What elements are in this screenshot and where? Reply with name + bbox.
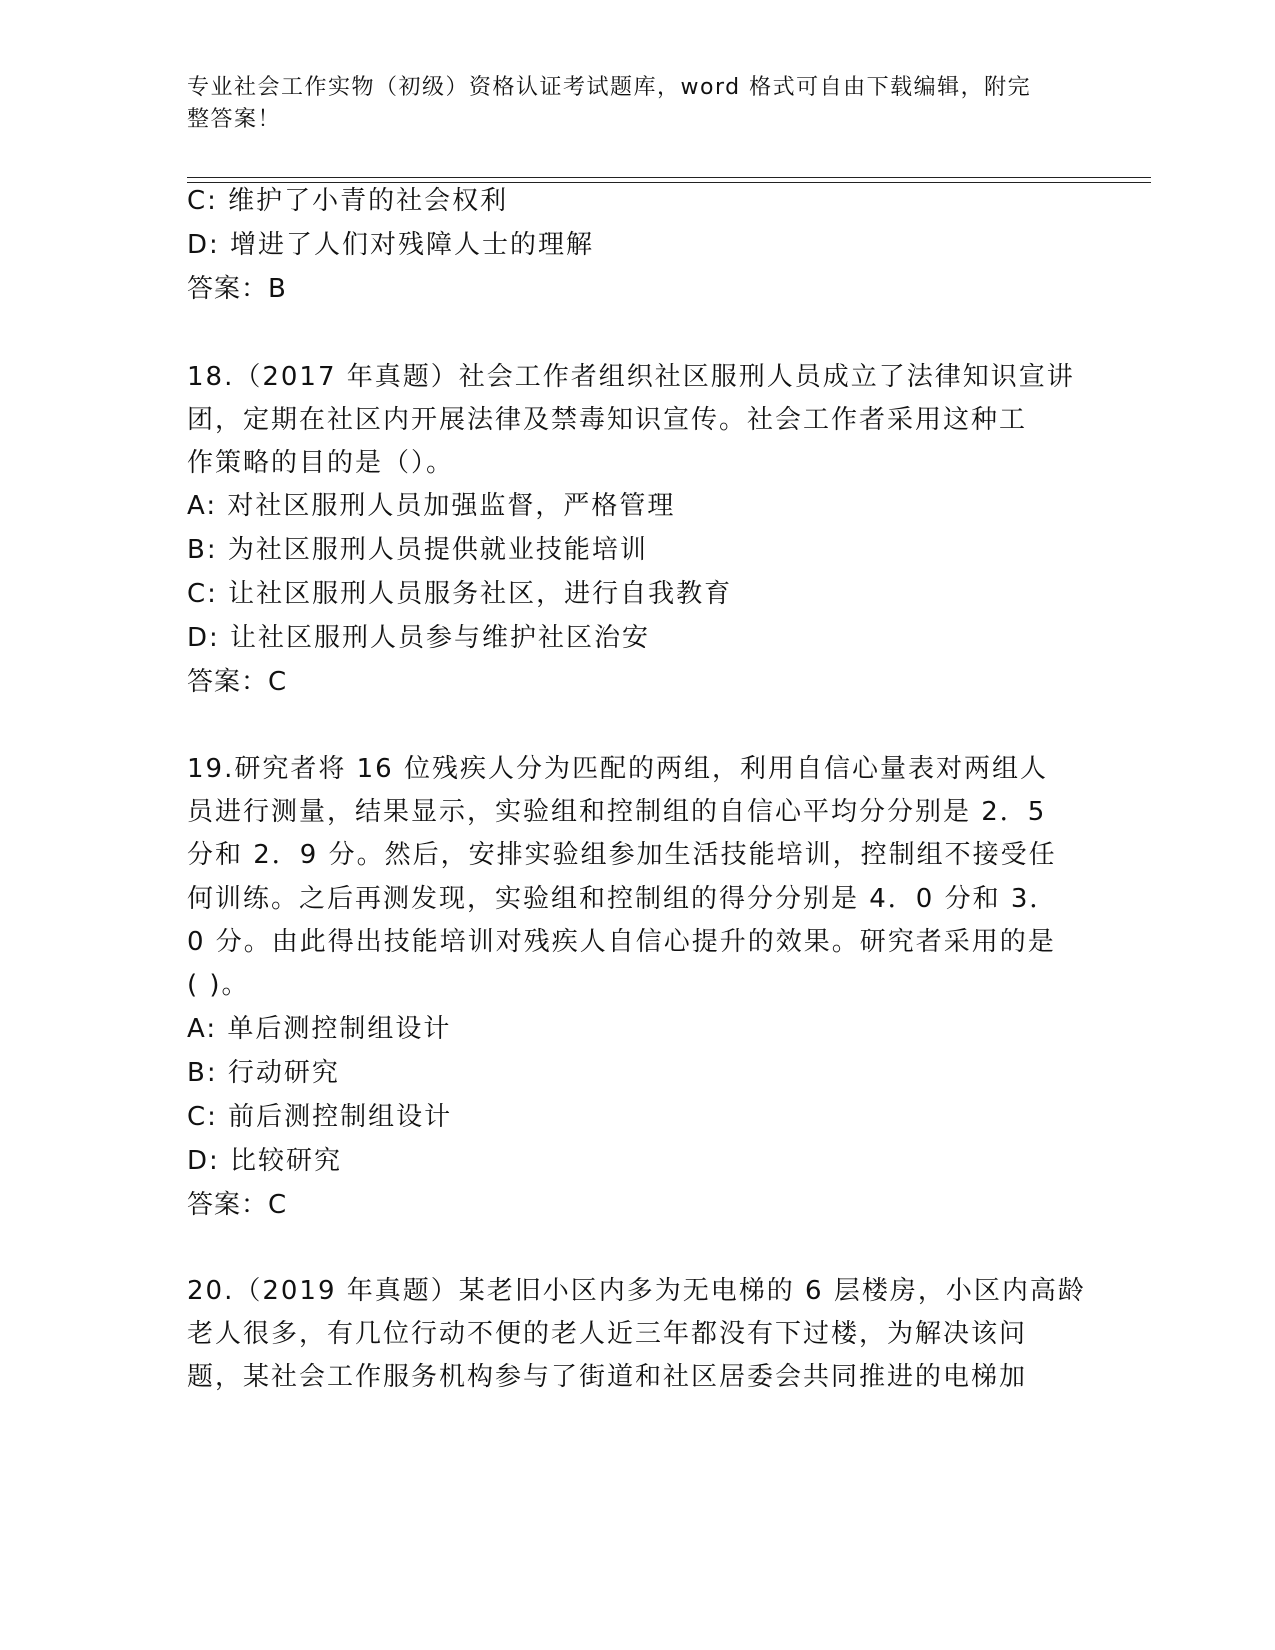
- header-line-1: 专业社会工作实物（初级）资格认证考试题库，word 格式可自由下载编辑，附完: [187, 75, 1032, 100]
- q19-stem-line-6: ( )。: [187, 970, 250, 1000]
- header-rule-bottom: [187, 182, 1151, 183]
- q19-stem-line-4: 何训练。之后再测发现，实验组和控制组的得分分别是 4．0 分和 3．: [187, 884, 1058, 914]
- document-header: [187, 72, 1087, 136]
- q19-stem-line-2: 员进行测量，结果显示，实验组和控制组的自信心平均分分别是 2．5: [187, 797, 1047, 827]
- q17-option-d: D: 增进了人们对残障人士的理解: [187, 230, 595, 260]
- q18-stem-line-3: 作策略的目的是（）。: [187, 448, 455, 478]
- q19-option-d: D: 比较研究: [187, 1146, 343, 1176]
- q17-answer: 答案：B: [187, 274, 287, 304]
- q19-option-a: A: 单后测控制组设计: [187, 1014, 452, 1044]
- q18-stem-line-2: 团，定期在社区内开展法律及禁毒知识宣传。社会工作者采用这种工: [187, 405, 1028, 435]
- q20-stem-line-3: 题，某社会工作服务机构参与了街道和社区居委会共同推进的电梯加: [187, 1362, 1028, 1392]
- q19-option-b: B: 行动研究: [187, 1058, 340, 1088]
- q20-stem-line-1: 20.（2019 年真题）某老旧小区内多为无电梯的 6 层楼房，小区内高龄: [187, 1276, 1086, 1306]
- q18-answer: 答案：C: [187, 667, 288, 697]
- q19-option-c: C: 前后测控制组设计: [187, 1102, 453, 1132]
- q17-option-c: C: 维护了小青的社会权利: [187, 186, 509, 216]
- q19-stem-line-1: 19.研究者将 16 位残疾人分为匹配的两组，利用自信心量表对两组人: [187, 754, 1048, 784]
- q18-option-a: A: 对社区服刑人员加强监督，严格管理: [187, 491, 676, 521]
- q18-option-c: C: 让社区服刑人员服务社区，进行自我教育: [187, 579, 733, 609]
- q18-stem-line-1: 18.（2017 年真题）社会工作者组织社区服刑人员成立了法律知识宣讲: [187, 362, 1075, 392]
- q18-option-d: D: 让社区服刑人员参与维护社区治安: [187, 623, 651, 653]
- header-rule-top: [187, 177, 1151, 178]
- q19-stem-line-5: 0 分。由此得出技能培训对残疾人自信心提升的效果。研究者采用的是: [187, 927, 1056, 957]
- q19-stem-line-3: 分和 2．9 分。然后，安排实验组参加生活技能培训，控制组不接受任: [187, 840, 1057, 870]
- header-line-2: 整答案！: [187, 107, 282, 132]
- q18-option-b: B: 为社区服刑人员提供就业技能培训: [187, 535, 648, 565]
- q20-stem-line-2: 老人很多，有几位行动不便的老人近三年都没有下过楼，为解决该问: [187, 1319, 1028, 1349]
- q19-answer: 答案：C: [187, 1190, 288, 1220]
